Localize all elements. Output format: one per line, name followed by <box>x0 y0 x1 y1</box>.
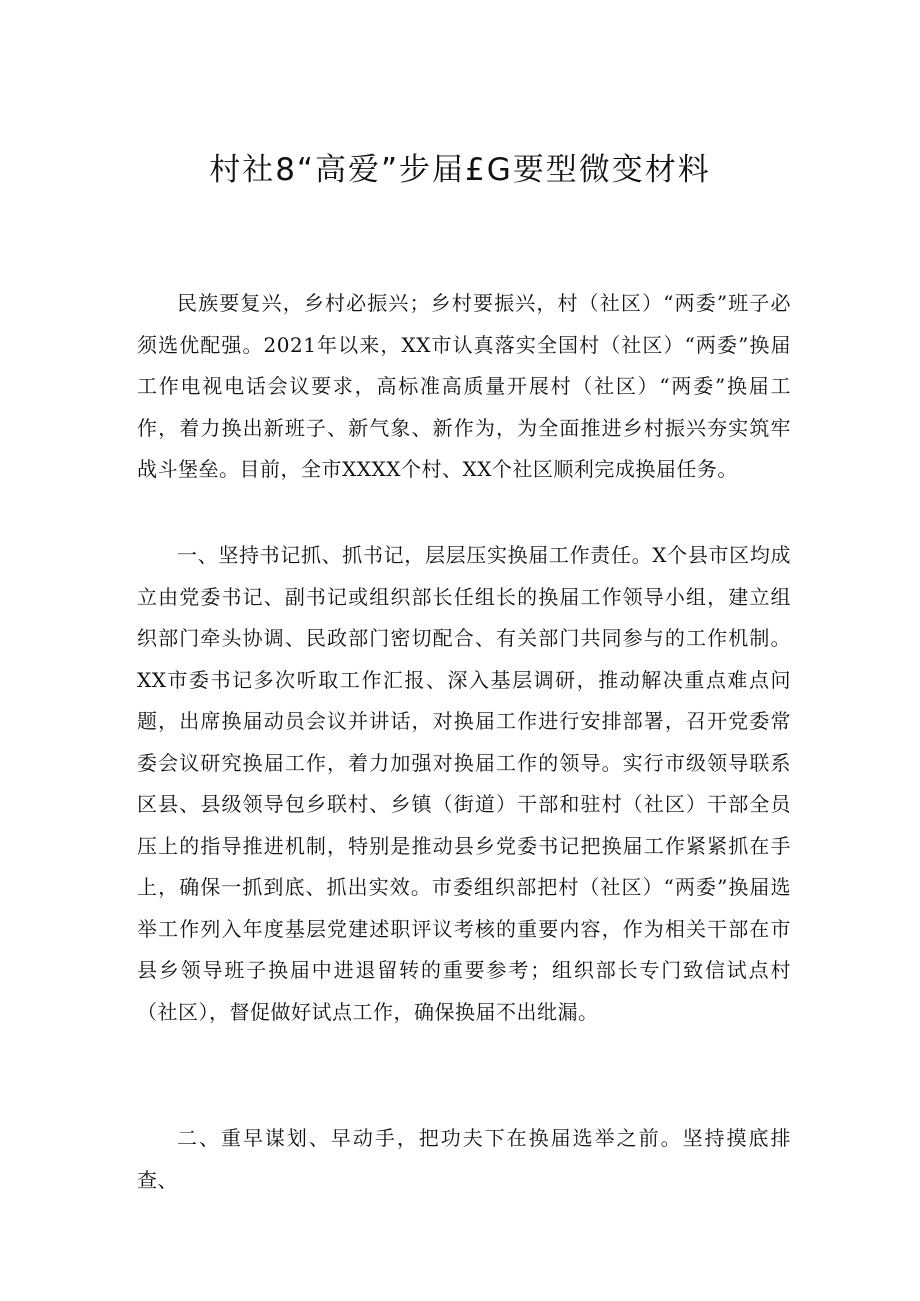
paragraph-section-two: 二、重早谋划、早动手，把功夫下在换届选举之前。坚持摸底排查、 <box>137 1126 791 1192</box>
paragraph-section-one: 一、坚持书记抓、抓书记，层层压实换届工作责任。X个县市区均成立由党委书记、副书记或组织部长任组长的换届工作领导小组，建立组织部门牵头协调、民政部门密切配合、有关部门共同参与的工作机制。XX市委书记多次听取工作汇报、深入基层调研，推动解决重点难点问题，出席换届动员会议并讲话，对换届工作进行安排部署，召开党委常委会议研究换届工作，着力加强对换届工作的领导。实行市级领导联系区县、县级领导包乡联村、乡镇（街道）干部和驻村（社区）干部全员压上的指导推进机制，特别是推动县乡党委书记把换届工作紧紧抓在手上，确保一抓到底、抓出实效。市委组织部把村（社区）“两委”换届选举工作列入年度基层党建述职评议考核的重要内容，作为相关干部在市县乡领导班子换届中进退留转的重要参考；组织部长专门致信试点村（社区），督促做好试点工作，确保换届不出纰漏。 <box>137 543 791 1024</box>
paragraph-intro: 民族要复兴，乡村必振兴；乡村要振兴，村（社区）“两委”班子必须选优配强。2021年以来，XX市认真落实全国村（社区）“两委”换届工作电视电话会议要求，高标准高质量开展村（社区）“两委”换届工作，着力换出新班子、新气象、新作为，为全面推进乡村振兴夯实筑牢战斗堡垒。目前，全市XXXX个村、XX个社区顺利完成换届任务。 <box>137 291 791 481</box>
document-title: 村社8“高爱”步届£G要型微变材料 <box>209 152 711 188</box>
